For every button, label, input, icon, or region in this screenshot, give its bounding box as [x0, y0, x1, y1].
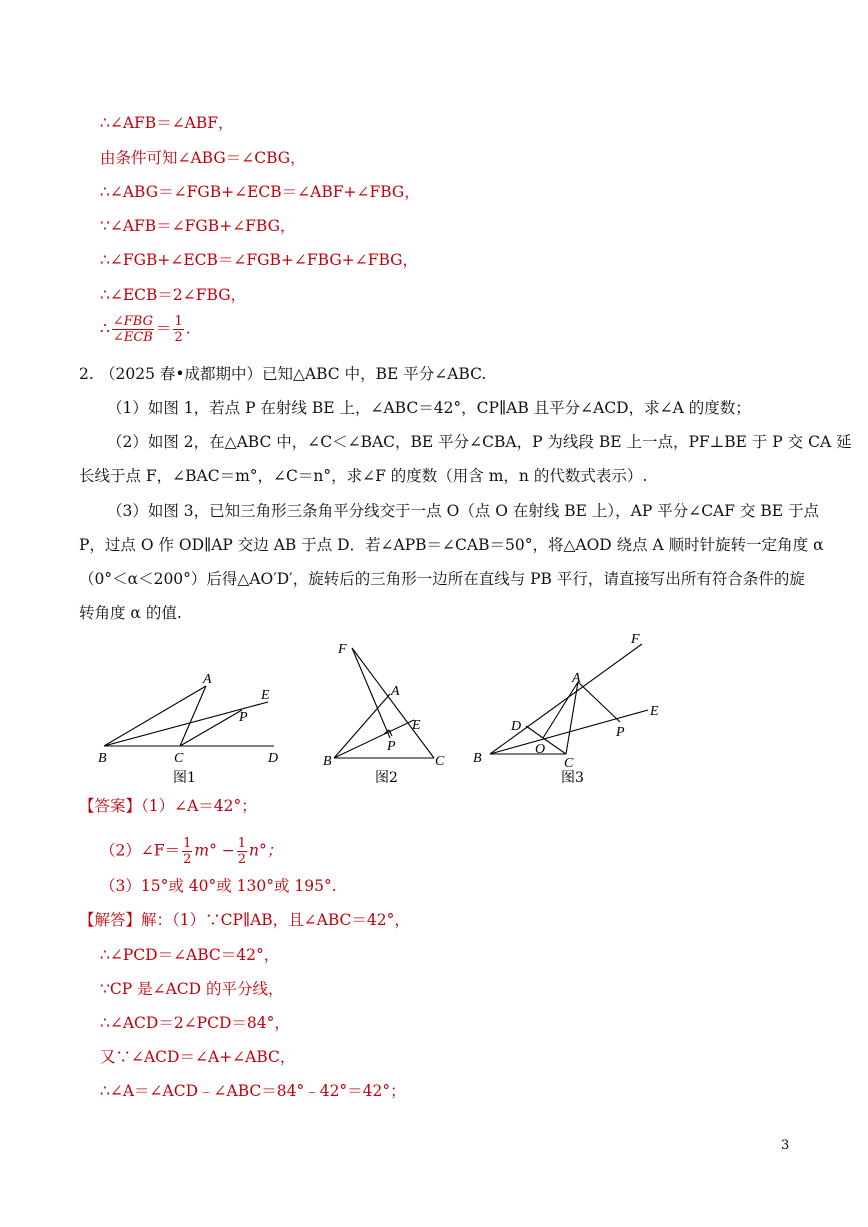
equals-sign: ＝ — [155, 319, 172, 338]
figure-2-caption: 图2 — [375, 770, 398, 786]
question-part-2-line-1: （2）如图 2，在△ABC 中，∠C＜∠BAC，BE 平分∠CBA，P 为线段 BE 上一点，PF⊥BE 于 P 交 CA 延 — [107, 433, 852, 451]
fraction-conclusion-line — [100, 314, 191, 345]
fig2-label-P: P — [387, 739, 396, 754]
page-number: 3 — [781, 1138, 790, 1153]
question-source: （2025 春•成都期中）已知△ABC 中，BE 平分∠ABC. — [100, 365, 487, 383]
fig2-segment-BE — [334, 720, 414, 758]
fig1-label-E: E — [261, 688, 270, 703]
fig3-label-F: F — [631, 632, 640, 647]
fig3-segment-AP — [578, 682, 620, 722]
answer-half-fraction-2 — [237, 836, 247, 867]
answer-part-2-prefix: （2）∠F＝ — [100, 841, 181, 860]
fraction-denominator: ∠ECB — [112, 330, 153, 345]
answer-half-fraction-1 — [182, 836, 192, 867]
figure-2-diagram — [318, 634, 452, 768]
derivation-line-4: ∵∠AFB＝∠FGB+∠FBG， — [100, 217, 296, 235]
period: . — [185, 319, 191, 338]
answer-part-2-end: n°； — [249, 841, 283, 860]
half-fraction — [173, 314, 183, 345]
fig1-segment-CP — [180, 710, 242, 746]
fig3-label-D: D — [511, 719, 522, 734]
fig2-label-E: E — [412, 718, 421, 733]
question-part-1: （1）如图 1，若点 P 在射线 BE 上，∠ABC＝42°，CP∥AB 且平分∠ACD，求∠A 的度数； — [107, 399, 751, 417]
answer-half-2-denominator: 2 — [237, 852, 247, 867]
fig3-segment-AO — [543, 682, 578, 738]
fig1-segment-AC — [180, 686, 206, 746]
fig3-segment-CO — [543, 738, 566, 754]
angle-ratio-fraction — [112, 314, 154, 345]
solution-step-3: ∵CP 是∠ACD 的平分线， — [100, 980, 284, 998]
derivation-line-6: ∴∠ECB＝2∠FBG， — [100, 286, 247, 304]
fig1-segment-BA — [104, 686, 206, 746]
fig1-label-D: D — [268, 751, 279, 766]
therefore-symbol: ∴ — [100, 319, 110, 338]
derivation-line-2: 由条件可知∠ABG＝∠CBG， — [100, 149, 306, 167]
fig3-label-P: P — [616, 725, 625, 740]
fig2-label-B: B — [323, 754, 332, 768]
fig3-label-O: O — [535, 742, 546, 757]
fig3-label-A: A — [572, 671, 581, 686]
question-part-3-line-1: （3）如图 3，已知三角形三条角平分线交于一点 O（点 O 在射线 BE 上），AP 平分∠CAF 交 BE 于点 — [107, 502, 819, 520]
question-part-3-line-2: P，过点 O 作 OD∥AP 交边 AB 于点 D．若∠APB＝∠CAB＝50°，将△AOD 绕点 A 顺时针旋转一定角度 α — [79, 536, 824, 554]
solution-line-1 — [79, 910, 410, 930]
fig2-label-F: F — [338, 642, 347, 657]
figure-3-diagram — [470, 630, 670, 770]
fig2-label-A: A — [391, 684, 400, 699]
derivation-line-1: ∴∠AFB＝∠ABF， — [100, 114, 234, 132]
fig1-label-B: B — [98, 751, 107, 766]
answer-part-2 — [100, 836, 282, 867]
fig2-label-C: C — [435, 754, 445, 768]
fig3-label-E: E — [650, 704, 659, 719]
half-denominator: 2 — [174, 330, 183, 345]
figure-1-diagram — [94, 664, 284, 768]
half-numerator: 1 — [174, 314, 183, 329]
fig3-segment-DO — [526, 726, 543, 738]
derivation-line-5: ∴∠FGB+∠ECB＝∠FGB+∠FBG+∠FBG， — [100, 251, 419, 269]
question-number: 2. — [79, 365, 94, 383]
figure-1-caption: 图1 — [173, 770, 196, 786]
figure-3-caption: 图3 — [561, 770, 584, 786]
solution-tag: 【解答】 — [79, 911, 142, 929]
solution-step-4: ∴∠ACD＝2∠PCD＝84°， — [100, 1014, 290, 1032]
answer-half-1-denominator: 2 — [183, 852, 192, 867]
fig1-label-P: P — [239, 710, 248, 725]
fig3-label-C: C — [564, 756, 574, 770]
answer-tag: 【答案】 — [79, 797, 142, 815]
answer-part-3: （3）15°或 40°或 130°或 195°. — [100, 877, 337, 895]
fig1-label-C: C — [174, 751, 184, 766]
question-part-3-line-4: 转角度 α 的值. — [79, 604, 182, 622]
solution-step-6: ∴∠A＝∠ACD﹣∠ABC＝84°﹣42°＝42°； — [100, 1082, 406, 1100]
solution-step-2: ∴∠PCD＝∠ABC＝42°， — [100, 946, 280, 964]
solution-step-1: 解：（1）∵CP∥AB，且∠ABC＝42°， — [141, 911, 410, 929]
fraction-numerator: ∠FBG — [112, 314, 153, 329]
fig3-label-B: B — [473, 751, 482, 766]
question-part-2-line-2: 长线于点 F，∠BAC＝m°，∠C＝n°，求∠F 的度数（用含 m，n 的代数式表示）. — [79, 467, 648, 485]
answer-part-2-middle: m° − — [194, 841, 235, 860]
answer-half-2-numerator: 1 — [237, 836, 247, 851]
answer-line-1 — [79, 796, 257, 816]
derivation-line-3: ∴∠ABG＝∠FGB+∠ECB＝∠ABF+∠FBG， — [100, 183, 420, 201]
fig1-label-A: A — [203, 672, 212, 687]
fig3-segment-AC — [566, 682, 578, 754]
fig2-segment-BA — [334, 694, 390, 758]
question-part-3-line-3: （0°＜α＜200°）后得△AO′D′，旋转后的三角形一边所在直线与 PB 平行，请直接写出所有符合条件的旋 — [79, 570, 805, 588]
answer-half-1-numerator: 1 — [183, 836, 192, 851]
solution-step-5: 又∵∠ACD＝∠A+∠ABC， — [100, 1048, 296, 1066]
fig2-segment-FP — [352, 648, 390, 738]
answer-part-1: （1）∠A＝42°； — [141, 797, 257, 815]
